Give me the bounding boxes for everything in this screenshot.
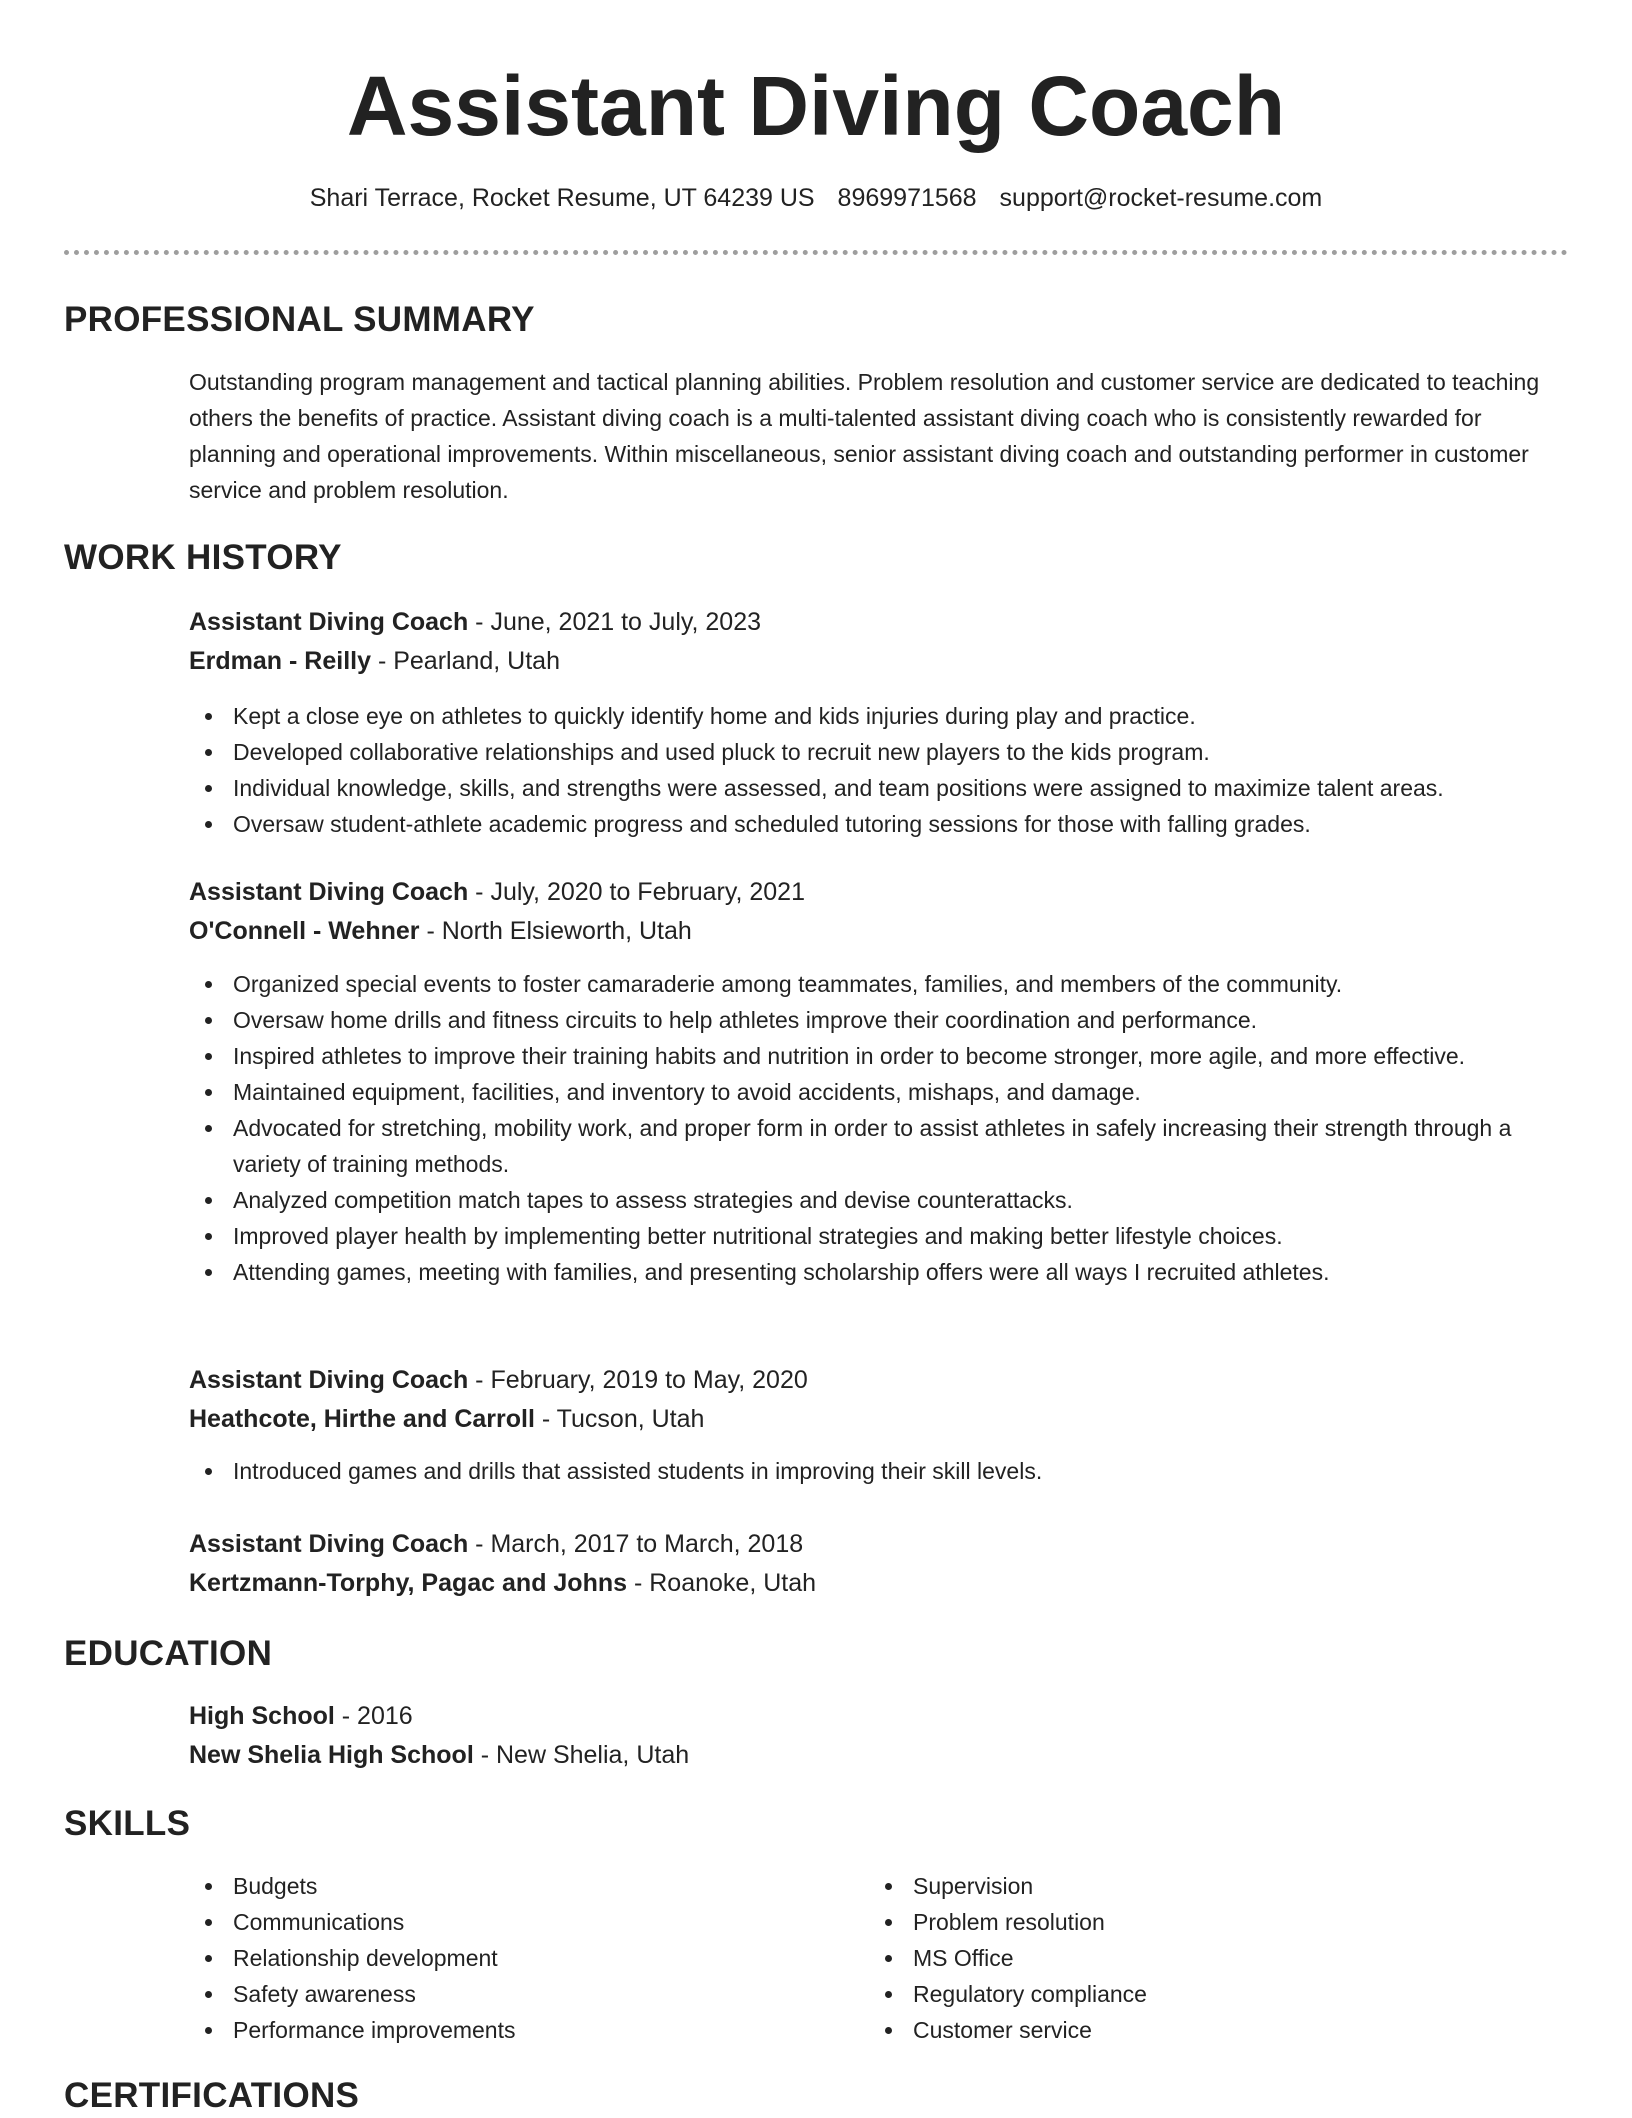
summary-text: Outstanding program management and tactical planning abilities. Problem resolution and customer service are dedicated to teaching others the benefits of practice. Assistant diving coach is a multi-talented assistant diving coach who is consistently rewarded for planning and operational improvements. Within miscellaneous, senior assistant diving coach and outstanding performer in customer service and problem resolution. [189, 369, 1540, 503]
skills-column-right [869, 1868, 1509, 2048]
skill-item: Communications [189, 1904, 829, 1940]
job-entry [189, 873, 1569, 1290]
job-title-line [189, 1361, 1569, 1400]
list-item: Inspired athletes to improve their training habits and nutrition in order to become stronger, more agile, and more effective. [189, 1038, 1569, 1074]
list-item: Oversaw home drills and fitness circuits to help athletes improve their coordination and performance. [189, 1002, 1569, 1038]
skill-item: Supervision [869, 1868, 1509, 1904]
skill-item: Regulatory compliance [869, 1976, 1509, 2012]
education-school-line [189, 1736, 1569, 1775]
job-dates: - February, 2019 to May, 2020 [468, 1366, 808, 1394]
section-title-work-history: WORK HISTORY [64, 538, 342, 577]
list-item: Advocated for stretching, mobility work, and proper form in order to assist athletes in safely increasing their strength through a variety of training methods. [189, 1110, 1569, 1182]
education-year: - 2016 [334, 1702, 413, 1730]
skills-column-left [189, 1868, 829, 2048]
section-title-certifications: CERTIFICATIONS [64, 2076, 360, 2115]
job-bullets [189, 1453, 1569, 1489]
job-title-line [189, 603, 1569, 642]
job-location: - Tucson, Utah [534, 1405, 705, 1433]
job-dates: - July, 2020 to February, 2021 [468, 878, 805, 906]
education-degree: High School [189, 1702, 335, 1730]
list-item: Kept a close eye on athletes to quickly identify home and kids injuries during play and practice. [189, 698, 1569, 734]
job-dates: - March, 2017 to March, 2018 [468, 1530, 804, 1558]
skills-list-right [869, 1868, 1509, 2048]
job-location: - North Elsieworth, Utah [419, 917, 692, 945]
job-title-line [189, 873, 1569, 912]
education-degree-line [189, 1697, 1569, 1736]
job-entry [189, 1361, 1569, 1489]
job-dates: - June, 2021 to July, 2023 [468, 608, 762, 636]
job-location: - Roanoke, Utah [627, 1569, 817, 1597]
resume-name: Assistant Diving Coach [346, 59, 1286, 153]
section-title-summary: PROFESSIONAL SUMMARY [64, 300, 535, 339]
section-title-education: EDUCATION [64, 1634, 273, 1673]
contact-email: support@rocket-resume.com [999, 184, 1323, 212]
contact-address: Shari Terrace, Rocket Resume, UT 64239 US [309, 184, 815, 212]
skill-item: Performance improvements [189, 2012, 829, 2048]
header-divider [64, 250, 1568, 255]
job-title: Assistant Diving Coach [189, 878, 469, 906]
job-company-line [189, 1400, 1569, 1439]
job-entry [189, 603, 1569, 842]
education-entry [189, 1697, 1569, 1775]
list-item: Oversaw student-athlete academic progress and scheduled tutoring sessions for those with falling grades. [189, 806, 1569, 842]
job-title-line [189, 1525, 1569, 1564]
job-company: Erdman - Reilly [189, 647, 371, 675]
list-item: Analyzed competition match tapes to assess strategies and devise counterattacks. [189, 1182, 1569, 1218]
education-school: New Shelia High School [189, 1741, 474, 1769]
skill-item: Relationship development [189, 1940, 829, 1976]
skill-item: Safety awareness [189, 1976, 829, 2012]
job-company-line [189, 642, 1569, 681]
list-item: Improved player health by implementing better nutritional strategies and making better lifestyle choices. [189, 1218, 1569, 1254]
job-title: Assistant Diving Coach [189, 1366, 469, 1394]
skill-item: Problem resolution [869, 1904, 1509, 1940]
job-title: Assistant Diving Coach [189, 608, 469, 636]
job-bullets [189, 966, 1569, 1290]
job-location: - Pearland, Utah [371, 647, 560, 675]
list-item: Introduced games and drills that assisted students in improving their skill levels. [189, 1453, 1569, 1489]
job-entry [189, 1525, 1569, 1603]
job-company-line [189, 912, 1569, 951]
job-company: Heathcote, Hirthe and Carroll [189, 1405, 535, 1433]
job-company-line [189, 1564, 1569, 1603]
list-item: Organized special events to foster camaraderie among teammates, families, and members of the community. [189, 966, 1569, 1002]
skill-item: MS Office [869, 1940, 1509, 1976]
job-company: Kertzmann-Torphy, Pagac and Johns [189, 1569, 628, 1597]
job-title: Assistant Diving Coach [189, 1530, 469, 1558]
list-item: Attending games, meeting with families, and presenting scholarship offers were all ways I recruited athletes. [189, 1254, 1569, 1290]
job-bullets [189, 698, 1569, 842]
contact-info [0, 180, 1632, 216]
job-company: O'Connell - Wehner [189, 917, 420, 945]
skill-item: Customer service [869, 2012, 1509, 2048]
list-item: Developed collaborative relationships and used pluck to recruit new players to the kids program. [189, 734, 1569, 770]
section-title-skills: SKILLS [64, 1804, 191, 1843]
skills-list-left [189, 1868, 829, 2048]
education-location: - New Shelia, Utah [473, 1741, 690, 1769]
list-item: Individual knowledge, skills, and strengths were assessed, and team positions were assigned to maximize talent areas. [189, 770, 1569, 806]
contact-phone: 8969971568 [837, 184, 977, 212]
list-item: Maintained equipment, facilities, and inventory to avoid accidents, mishaps, and damage. [189, 1074, 1569, 1110]
skill-item: Budgets [189, 1868, 829, 1904]
